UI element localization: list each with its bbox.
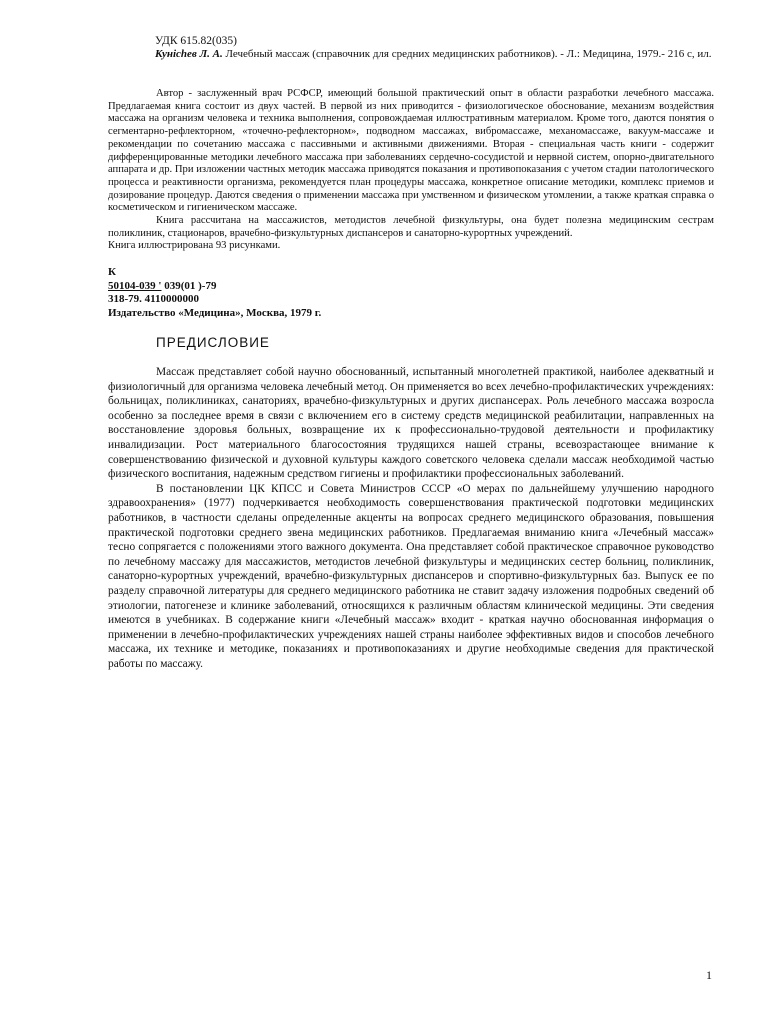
annotation-paragraph: Книга иллюстрирована 93 рисунками. bbox=[108, 240, 281, 252]
meta-code-line bbox=[108, 280, 321, 294]
meta-publisher: Издательство «Медицина», Москва, 1979 г. bbox=[108, 306, 322, 319]
udk-code: УДК 615.82(035) bbox=[155, 35, 237, 47]
annotation bbox=[108, 88, 714, 253]
preface-heading: ПРЕДИСЛОВИЕ bbox=[156, 335, 270, 350]
annotation-paragraph: Автор - заслуженный врач РСФСР, имеющий большой практический опыт в области разработки лечебного массажа. Предлагаемая книга состоит из двух частей. В первой из них приводится - физиологическое обоснование, механизм воздействия массажа на организм человека и техника выполнения, сопровождаемая иллюстративным материалом. Кроме того, даются понятия о сегментарно-рефлекторном, «точечно-рефлекторном», подводном массажах, вибромассаже, механомассаже, вакуум-массаже и рекомендации по сочетанию массажа с пассивными и активными движениями. Вторая - специальная часть книги - содержит дифференцированные методики лечебного массажа при заболеваниях сердечно-сосудистой и нервной систем, опорно-двигательного аппарата и др. При изложении частных методик массажа приводятся показания и противопоказания с учетом стадии патологического процесса и реактивности организма, рекомендуется план процедуры массажа, конкретное описание методики, комплекс приемов и дозирование процедур. Даются сведения о применении массажа при умственном и физическом утомлении, а также краткая справка о косметическом и гигиеническом массаже. bbox=[108, 88, 714, 214]
page-number: 1 bbox=[706, 968, 712, 982]
publication-metadata bbox=[108, 266, 321, 320]
bibliographic-record bbox=[155, 48, 715, 62]
meta-k: К bbox=[108, 266, 116, 278]
biblio-details: Лечебный массаж (справочник для средних медицинских работников). - Л.: Медицина, 1979.- 216 с, ил. bbox=[222, 48, 712, 60]
preface-paragraph: В постановлении ЦК КПСС и Совета Министров СССР «О мерах по дальнейшему улучшению народного здравоохранения» (1977) подчеркивается необходимость совершенствования практической подготовки медицинских работников, в частности сделаны определенные акценты на вопросах среднего медицинского образования, повышения практической подготовки среднего звена медицинских работников. Предлагаемая вниманию книга «Лечебный массаж» тесно сопрягается с положениями этого важного документа. Она представляет собой практическое справочное руководство по лечебному массажу для массажистов, методистов лечебной физкультуры и медицинских сестер больниц, поликлиник, санаторно-курортных учреждений, врачебно-физкультурных диспансеров и спортивно-физкультурных баз. Выпуск ее по разделу справочной литературы для среднего медицинского работника не ставит задачу изложения подробных сведений об этиологии, патогенезе и клинике заболеваний, относящихся к различным областям клинической медицины. Эти сведения имеются в учебниках. В содержание книги «Лечебный массаж» входит - краткая научно обоснованная информация о применении в лечебно-профилактических учреждениях нашей страны наиболее эффективных видов и способов лечебного массажа, их технике и методике, показаниях и противопоказаниях и другие необходимые сведения для практической работы по массажу. bbox=[108, 482, 714, 670]
meta-code-rest: 039(01 )-79 bbox=[161, 279, 217, 292]
meta-code-line-2: 318-79. 4110000000 bbox=[108, 293, 200, 305]
preface-paragraph: Массаж представляет собой научно обоснованный, испытанный многолетней практикой, наиболее адекватный и физиологичный для организма человека лечебный метод. Он применяется во всех лечебно-профилактических учреждениях: больницах, поликлиниках, санаториях, врачебно-физкультурных и других диспансерах. Роль лечебного массажа возросла особенно за последнее время в связи с включением его в систему средств медицинской реабилитации, направленных на восстановление здоровья больных, возвращение их к профессионально-трудовой деятельности и профилактику инвалидизации. Рост материального благосостояния трудящихся нашей страны, всевозрастающее внимание к совершенствованию физической и духовной культуры каждого советского человека сделали массаж необходимой частью физического воспитания, надежным средством гигиены и профилактики профессиональных заболеваний. bbox=[108, 366, 714, 481]
preface-body bbox=[108, 365, 714, 671]
meta-code-underlined: 50104-039 ' bbox=[108, 279, 162, 292]
annotation-paragraph: Книга рассчитана на массажистов, методистов лечебной физкультуры, она будет полезна медицинским сестрам поликлиник, стационаров, врачебно-физкультурных диспансеров и санаторно-курортных учреждений. bbox=[108, 215, 714, 239]
biblio-author: Кунichев Л. А. bbox=[155, 48, 223, 60]
